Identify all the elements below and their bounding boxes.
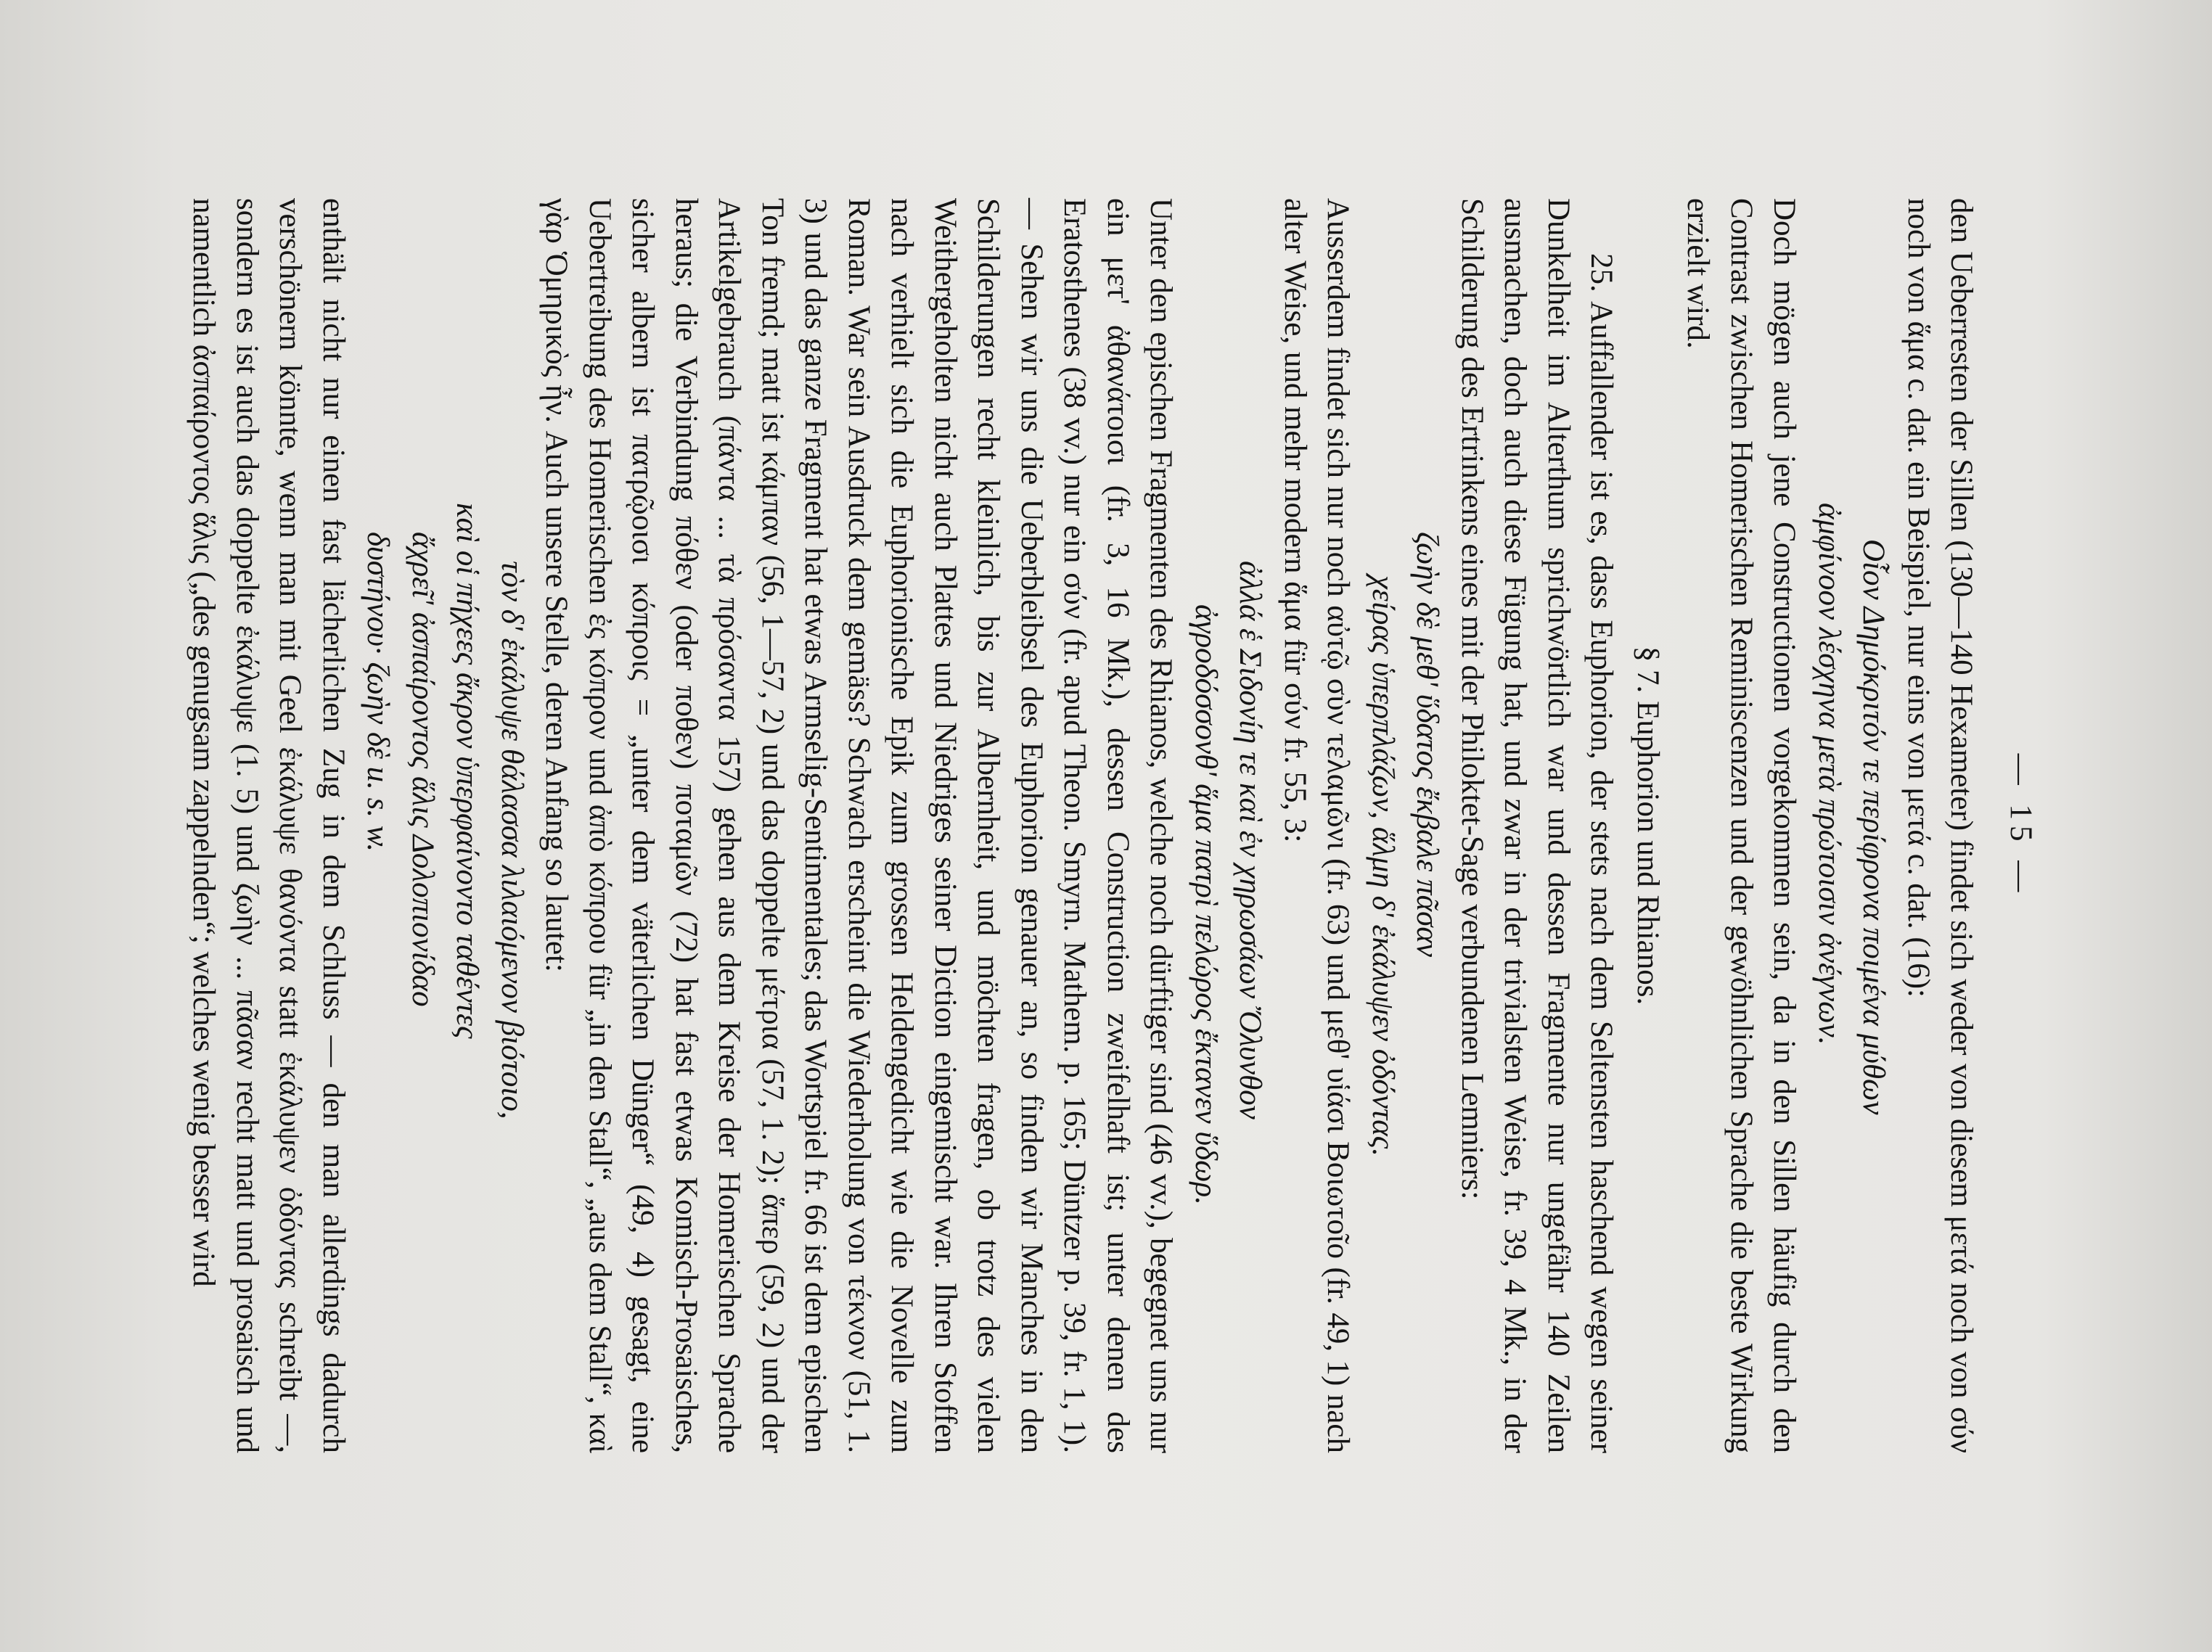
verse-line: καὶ οἱ πήχεες ἄκρον ὑπερφαίνοντο ταθέντες xyxy=(450,503,485,1039)
rotated-book-page xyxy=(155,28,2057,1624)
verse-line: χείρας ὑπερπλάζων, ἅλμη δ' ἐκάλυψεν ὀδόντας. xyxy=(1366,575,1400,1157)
verse-line: ἀγροδόσσονθ' ἅμα πατρὶ πελώρος ἔκτανεν ὕδωρ. xyxy=(1189,604,1223,1205)
verse-line: ἀλλά ἑ Σιδονίη τε καὶ ἐν χηρωσάων Ὄλυνθον xyxy=(1233,561,1268,1119)
section-heading: § 7. Euphorion und Rhianos. xyxy=(1631,646,1665,1006)
verse-line: Οἷον Δημόκριτόν τε περίφρονα ποιμένα μύθων xyxy=(1856,539,1891,1115)
verse-line: ἄχρεῖ' ἀσπαίροντος ἅλις Δολοπιονίδαο xyxy=(406,532,440,1007)
page-number: — 15 — xyxy=(2004,753,2038,898)
paragraph-constructions: Doch mögen auch jene Constructionen vorgekommen sein, da in den Sillen häufig durch den Contrast zwischen Homerischen Reminiscenzen und der gewöhnlichen Sprache die beste Wirkung erzielt wird. xyxy=(1681,198,1802,1453)
verse-line: δυστήνου· ζωὴν δὲ u. s. w. xyxy=(361,532,396,852)
paragraph-rhianos: Unter den epischen Fragmenten des Rhianos, welche noch dürftiger sind (46 vv.), begegnet uns nur ein μετ' ἀθανάτοισι (fr. 3, 16 Mk.), dessen Construction zweifelhaft ist; unter denen des Eratosthenes (38 vv.) nur ein σύν (fr. apud Theon. Smyrn. Mathem. p. 165; Düntzer p. 39, fr. 1, 1). — Sehen wir uns die Ueberbleibsel des Euphorion genauer an, so finden wir Manches in den Schilderungen recht kleinlich, bis zur Albernheit, und möchten fragen, ob trotz des vielen Weithergeholten nicht auch Plattes und Niedriges seiner Diction eingemischt war. Ihren Stoffen nach verhielt sich die Euphorionische Epik zum grossen Heldengedicht wie die Novelle zum Roman. War sein Ausdruck dem gemäss? Schwach erscheint die Wiederholung von τέκνον (51, 1. 3) und das ganze Fragment hat etwas Armselig-Sentimentales; das Wortspiel fr. 66 ist dem epischen Ton fremd; matt ist κάμπαν (56, 1—57, 2) und das doppelte μέτρια (57, 1. 2); ἅπερ (59, 2) und der Artikelgebrauch (πάντα ... τὰ πρόσαντα 157) gehen aus dem Kreise der Homerischen Sprache heraus; die Verbindung πόθεν (oder ποθεν) ποταμῶν (72) hat fast etwas Komisch-Prosaisches, sicher albern ist πατρῷοισι κόπροις = „unter dem väterlichen Dünger“ (49, 4) gesagt, eine Uebertreibung des Homerischen ἐς κόπρον und ἀπὸ κόπρου für „in den Stall“, „aus dem Stall“, καὶ γὰρ Ὁμηρικὸς ἦν. Auch unsere Stelle, deren Anfang so lautet: xyxy=(539,198,1179,1453)
verse-line: τὸν δ' ἐκάλυψε θάλασσα λιλαιόμενον βιότοιο, xyxy=(495,561,529,1119)
paragraph-final: enthält nicht nur einen fast lächerlichen Zug in dem Schluss — den man allerdings dadurch verschönern könnte, wenn man mit Geel ἐκάλυψε θανόντα statt ἐκάλυψεν ὀδόντας schreibt —, sondern es ist auch das doppelte ἐκάλυψε (1. 5) und ζωὴν ... πᾶσαν recht matt und prosaisch und namentlich ἀσπαίροντος ἅλις („des genugsam zappelnden“; welches wenig besser wird xyxy=(187,198,351,1453)
paragraph-euphorion: 25. Auffallender ist es, dass Euphorion, der stets nach dem Seltensten haschend wegen seiner Dunkelheit im Alterthum sprichwörtlich war und dessen Fragmente nur ungefähr 140 Zeilen ausmachen, doch auch diese Fügung hat, und zwar in der trivialsten Weise, fr. 39, 4 Mk., in der Schilderung des Ertrinkens eines mit der Philoktet-Sage verbundenen Lemniers: xyxy=(1455,198,1619,1453)
verse-line: ζωὴν δὲ μεθ' ὕδατος ἔκβαλε πᾶσαν xyxy=(1410,532,1445,958)
paragraph-sillen-intro: den Ueberresten der Sillen (130—140 Hexameter) findet sich weder von diesem μετά noch von σύν noch von ἅμα c. dat. ein Beispiel, nur eins von μετά c. dat. (16): xyxy=(1901,198,1979,1453)
verse-line: ἀμφίνοον λέσχηνα μετὰ πρώτοισιν ἀνέγνων. xyxy=(1812,503,1846,1045)
paragraph-ausserdem: Ausserdem findet sich nur noch αὐτῷ σὺν τελαμῶνι (fr. 63) und μεθ' υἱάσι Βοιωτοῖο (fr. 49, 1) nach alter Weise, und mehr modern ἅμα für σύν fr. 55, 3: xyxy=(1278,198,1356,1453)
